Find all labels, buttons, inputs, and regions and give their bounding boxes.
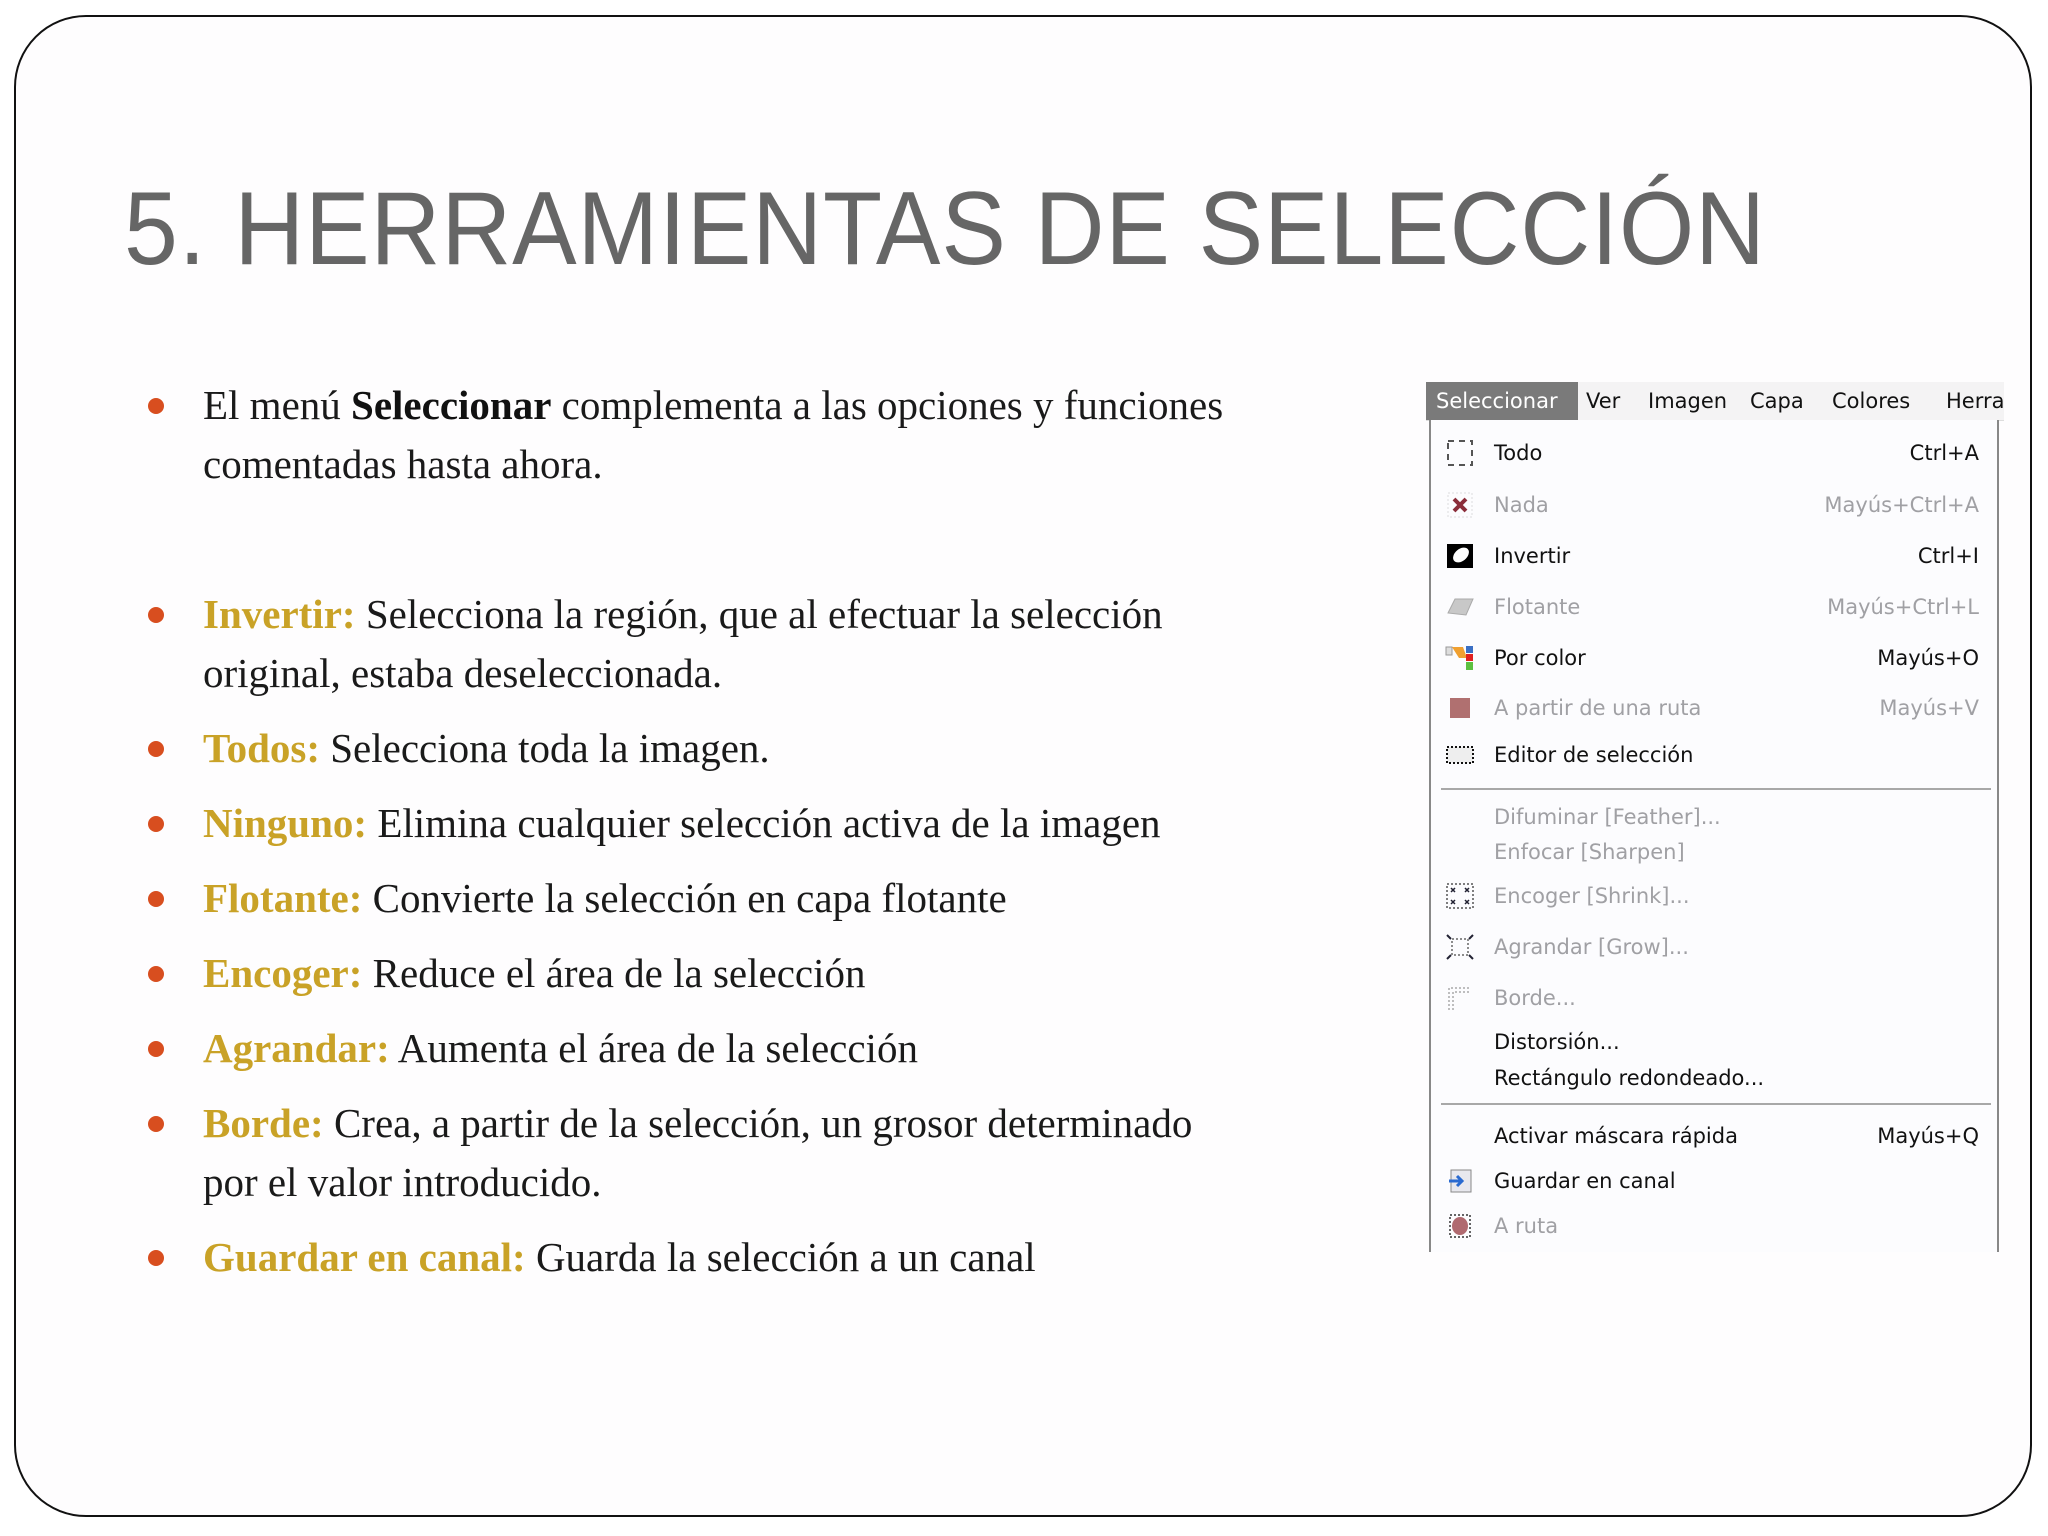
menu-item-rectangulo-redondeado[interactable]: Rectángulo redondeado... <box>1494 1066 1765 1090</box>
bullet-dot-icon <box>148 741 164 757</box>
menubar-capa[interactable]: Capa <box>1750 389 1804 413</box>
bullet-agrandar <box>148 1019 1398 1078</box>
menubar-imagen[interactable]: Imagen <box>1648 389 1728 413</box>
bullet-keyword: Agrandar: <box>203 1025 390 1071</box>
save-to-channel-icon <box>1445 1167 1475 1195</box>
bullet-dot-icon <box>148 816 164 832</box>
bullet-dot-icon <box>148 1116 164 1132</box>
menu-item-editor-de-seleccion[interactable]: Editor de selección <box>1431 738 1997 772</box>
menu-item-distorsion[interactable]: Distorsión... <box>1494 1030 1620 1054</box>
bullet-desc: Aumenta el área de la selección <box>389 1025 918 1071</box>
bullet-intro <box>148 376 1398 494</box>
shrink-icon <box>1445 882 1475 910</box>
border-icon <box>1445 984 1475 1012</box>
menubar <box>1426 382 2004 421</box>
bullet-keyword: Encoger: <box>203 950 363 996</box>
bullet-dot-icon <box>148 966 164 982</box>
invert-selection-icon <box>1445 542 1475 570</box>
bullet-desc: Selecciona toda la imagen. <box>320 725 770 771</box>
gimp-select-menu-screenshot <box>1426 382 2004 1252</box>
bullet-dot-icon <box>148 1041 164 1057</box>
intro-suffix: complementa a las opciones y funciones <box>551 382 1224 428</box>
bullet-desc: Selecciona la región, que al efectuar la selección <box>355 591 1163 637</box>
menubar-herramientas[interactable]: Herra <box>1946 389 2005 413</box>
bullet-desc-line2: original, estaba deseleccionada. <box>203 650 723 696</box>
bullet-invertir <box>148 585 1398 703</box>
menu-item-difuminar[interactable]: Difuminar [Feather]... <box>1494 805 1721 829</box>
select-dropdown-menu <box>1429 420 1999 1252</box>
menu-item-borde[interactable]: Borde... <box>1431 981 1997 1015</box>
intro-prefix: El menú <box>203 382 352 428</box>
bullet-borde <box>148 1094 1398 1212</box>
bullet-dot-icon <box>148 398 164 414</box>
menu-item-flotante[interactable]: Flotante Mayús+Ctrl+L <box>1431 590 1997 624</box>
bullet-desc-line2: por el valor introducido. <box>203 1159 602 1205</box>
menubar-seleccionar[interactable]: Seleccionar <box>1426 382 1578 420</box>
to-path-icon <box>1445 1212 1475 1240</box>
intro-bold-menu-name: Seleccionar <box>351 382 552 428</box>
menu-item-a-partir-de-ruta[interactable]: A partir de una ruta Mayús+V <box>1431 691 1997 725</box>
bullet-dot-icon <box>148 1250 164 1266</box>
bullet-dot-icon <box>148 607 164 623</box>
bullet-keyword: Borde: <box>203 1100 324 1146</box>
grow-icon <box>1445 933 1475 961</box>
menu-item-a-ruta[interactable]: A ruta <box>1431 1209 1997 1243</box>
menu-item-nada[interactable]: Nada Mayús+Ctrl+A <box>1431 488 1997 522</box>
bullet-keyword: Flotante: <box>203 875 363 921</box>
menubar-colores[interactable]: Colores <box>1832 389 1911 413</box>
menu-item-agrandar[interactable]: Agrandar [Grow]... <box>1431 930 1997 964</box>
bullet-desc: Crea, a partir de la selección, un grosor determinado <box>323 1100 1193 1146</box>
bullet-desc: Reduce el área de la selección <box>362 950 866 996</box>
menu-separator <box>1441 788 1991 790</box>
menu-item-guardar-en-canal[interactable]: Guardar en canal <box>1431 1164 1997 1198</box>
selection-editor-icon <box>1445 741 1475 769</box>
bullet-desc: Elimina cualquier selección activa de la imagen <box>367 800 1161 846</box>
from-path-icon <box>1445 694 1475 722</box>
bullet-keyword: Invertir: <box>203 591 356 637</box>
bullet-flotante <box>148 869 1398 928</box>
bullet-todos <box>148 719 1398 778</box>
intro-line2: comentadas hasta ahora. <box>203 441 603 487</box>
bullet-guardar-en-canal <box>148 1228 1398 1287</box>
bullet-dot-icon <box>148 891 164 907</box>
menu-item-todo[interactable]: Todo Ctrl+A <box>1431 436 1997 470</box>
select-none-icon <box>1445 491 1475 519</box>
menu-item-invertir[interactable]: Invertir Ctrl+I <box>1431 539 1997 573</box>
menubar-ver[interactable]: Ver <box>1586 389 1621 413</box>
bullet-keyword: Guardar en canal: <box>203 1234 526 1280</box>
bullet-desc: Guarda la selección a un canal <box>525 1234 1036 1280</box>
bullet-desc: Convierte la selección en capa flotante <box>362 875 1007 921</box>
menu-item-enfocar[interactable]: Enfocar [Sharpen] <box>1494 840 1685 864</box>
bullet-keyword: Todos: <box>203 725 320 771</box>
bullet-encoger <box>148 944 1398 1003</box>
select-by-color-icon <box>1445 644 1475 672</box>
menu-item-encoger[interactable]: Encoger [Shrink]... <box>1431 879 1997 913</box>
menu-separator <box>1441 1103 1991 1105</box>
menu-item-por-color[interactable]: Por color Mayús+O <box>1431 641 1997 675</box>
select-all-icon <box>1445 439 1475 467</box>
float-selection-icon <box>1445 593 1475 621</box>
bullet-keyword: Ninguno: <box>203 800 368 846</box>
menu-item-activar-mascara-rapida[interactable]: Activar máscara rápida Mayús+Q <box>1494 1124 1979 1148</box>
bullet-ninguno <box>148 794 1398 853</box>
slide-title: 5. HERRAMIENTAS DE SELECCIÓN <box>124 171 1766 287</box>
